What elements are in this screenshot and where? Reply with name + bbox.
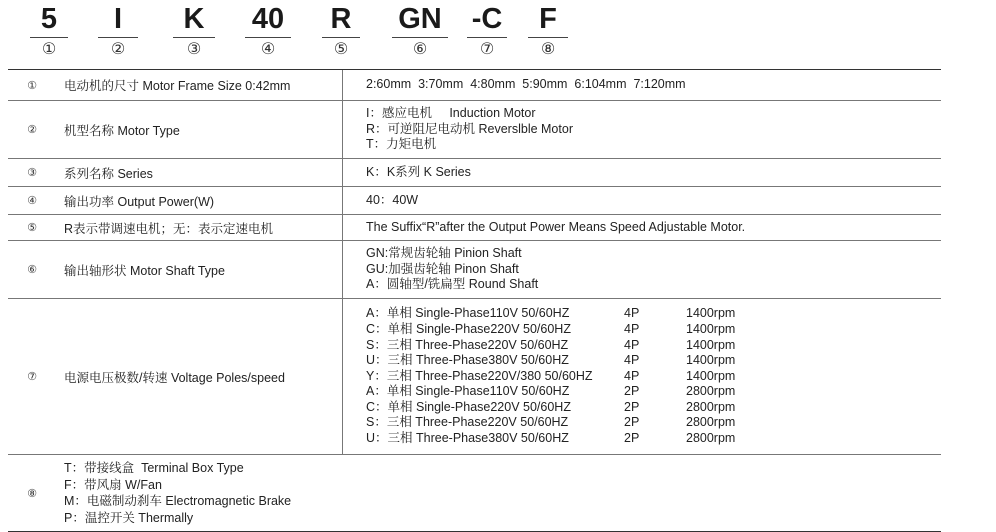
row-index: ⑤ [27,222,37,234]
code-underline [528,37,568,38]
code-underline [322,37,360,38]
row-index: ③ [27,167,37,179]
speed: 1400rpm [686,353,736,368]
code-letter: R [330,3,352,35]
voltage-list [366,299,941,454]
code-segment [98,2,138,60]
voltage-option [366,322,941,338]
speed: 1400rpm [686,337,736,352]
table-row [8,215,941,241]
row-index: ⑧ [27,487,37,500]
column-divider [342,159,343,186]
voltage-spec: C：单相 Single-Phase220V 50/60HZ [366,399,571,414]
poles: 4P [624,353,640,368]
column-divider [342,241,343,298]
row-index: ② [27,124,37,136]
value-line: I：感应电机 Induction Motor [366,106,536,121]
code-index: ② [110,41,126,58]
row-value [366,159,941,186]
voltage-spec: U：三相 Three-Phase380V 50/60HZ [366,431,569,446]
code-index: ④ [260,41,276,58]
voltage-spec: U：三相 Three-Phase380V 50/60HZ [366,353,569,368]
value-line: 40：40W [366,192,419,207]
voltage-spec: S：三相 Three-Phase220V 50/60HZ [366,337,569,352]
speed: 2800rpm [686,384,736,399]
code-underline [30,37,68,38]
row-name: 系列名称 Series [64,166,153,181]
value-line: K：K系列 K Series [366,164,471,179]
voltage-option [366,400,941,416]
code-segment [467,2,507,60]
row-value [366,215,941,240]
code-index: ⑧ [540,41,556,58]
column-divider [342,70,343,100]
code-letter: F [539,3,557,35]
code-underline [173,37,215,38]
table-row [8,101,941,159]
voltage-spec: A：单相 Single-Phase110V 50/60HZ [366,384,570,399]
poles: 2P [624,399,640,414]
code-index: ⑦ [479,41,495,58]
row-index: ① [27,79,37,92]
code-segment [30,2,68,60]
voltage-option [366,415,941,431]
code-underline [98,37,138,38]
code-segment [528,2,568,60]
poles: 4P [624,321,640,336]
voltage-spec: S：三相 Three-Phase220V 50/60HZ [366,415,569,430]
column-divider [342,101,343,158]
poles: 4P [624,368,640,383]
code-letter: K [183,3,205,35]
poles: 2P [624,384,640,399]
speed: 1400rpm [686,306,736,321]
speed: 1400rpm [686,321,736,336]
code-letter: -C [471,3,503,35]
code-segment [392,2,448,60]
code-letter: 5 [40,3,58,35]
code-underline [467,37,507,38]
value-line: P：温控开关 Thermally [64,510,194,525]
code-letter: I [113,3,123,35]
code-underline [245,37,291,38]
value-line: F：带风扇 W/Fan [64,477,162,492]
value-line: The Suffix“R”after the Output Power Means Speed Adjustable Motor. [366,219,746,234]
value-line: 2:60mm 3:70mm 4:80mm 5:90mm 6:104mm 7:120mm [366,77,686,92]
code-segment [173,2,215,60]
speed: 2800rpm [686,431,736,446]
row-value [64,455,941,531]
value-line: GN:常规齿轮轴 Pinion Shaft [366,246,522,261]
row-index: ④ [27,195,37,207]
row-value [366,187,941,214]
value-line: R：可逆阻尼电动机 Reverslble Motor [366,121,573,136]
row-value [366,101,941,158]
speed: 2800rpm [686,415,736,430]
model-code [0,0,996,64]
row-name: 输出轴形状 Motor Shaft Type [64,263,225,278]
code-segment [322,2,360,60]
value-line: A：圆轴型/铣扁型 Round Shaft [366,277,539,292]
value-line: T：带接线盒 Terminal Box Type [64,461,244,475]
row-value [366,241,941,298]
code-index: ⑥ [412,41,428,58]
row-name: 电动机的尺寸 Motor Frame Size 0:42mm [64,79,291,93]
value-line: M：电磁制动刹车 Electromagnetic Brake [64,494,292,508]
voltage-option [366,384,941,400]
voltage-option [366,353,941,369]
table-row [8,455,941,532]
column-divider [342,187,343,214]
table-row [8,299,941,455]
voltage-option [366,431,941,447]
column-divider [342,215,343,240]
voltage-spec: Y：三相 Three-Phase220V/380 50/60HZ [366,368,593,383]
spec-table [8,69,941,532]
poles: 4P [624,306,640,321]
code-letter: GN [398,3,442,35]
value-line: GU:加强齿轮轴 Pinon Shaft [366,261,519,276]
row-index: ⑥ [27,264,37,276]
voltage-option [366,369,941,385]
table-row [8,241,941,299]
poles: 2P [624,415,640,430]
value-line: T：力矩电机 [366,137,437,152]
code-index: ③ [186,41,202,58]
row-name: 电源电压极数/转速 Voltage Poles/speed [64,370,285,385]
code-index: ① [41,41,57,58]
table-row [8,187,941,215]
row-index: ⑦ [27,371,37,383]
column-divider [342,299,343,454]
speed: 1400rpm [686,368,736,383]
table-row [8,159,941,187]
row-name: 机型名称 Motor Type [64,123,180,138]
row-name: R表示带调速电机；无：表示定速电机 [64,221,274,236]
speed: 2800rpm [686,399,736,414]
voltage-option [366,338,941,354]
code-index: ⑤ [333,41,349,58]
row-value [366,70,941,100]
voltage-spec: A：单相 Single-Phase110V 50/60HZ [366,306,570,321]
code-underline [392,37,448,38]
poles: 2P [624,431,640,446]
voltage-spec: C：单相 Single-Phase220V 50/60HZ [366,321,571,336]
voltage-option [366,306,941,322]
poles: 4P [624,337,640,352]
table-row [8,70,941,101]
row-name: 输出功率 Output Power(W) [64,194,215,209]
code-letter: 40 [251,3,285,35]
code-segment [245,2,291,60]
